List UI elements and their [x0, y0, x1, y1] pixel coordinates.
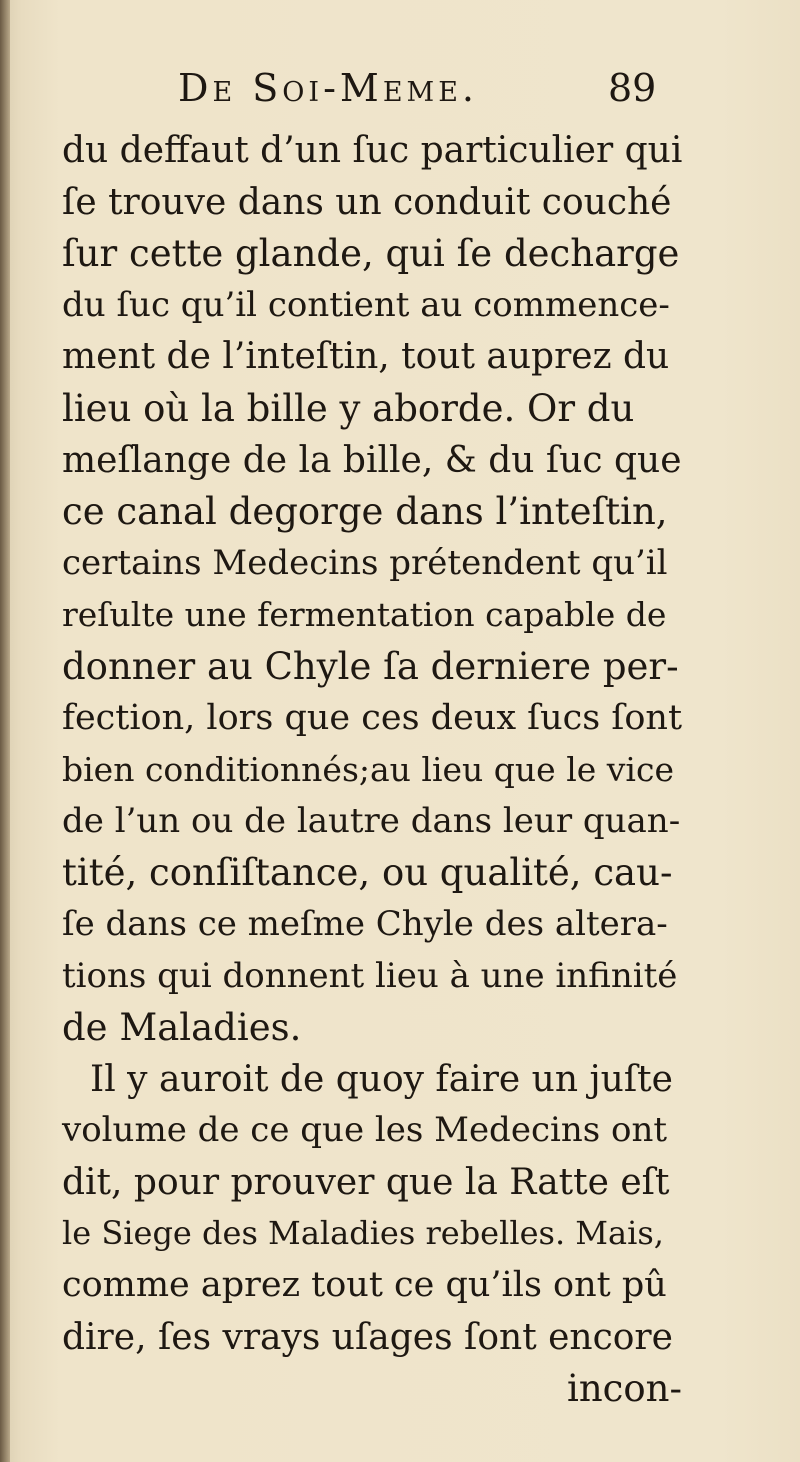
body-text — [62, 125, 682, 1415]
text-line: ſe trouve dans un conduit couché — [62, 181, 672, 223]
text-line: donner au Chyle ſa derniere per- — [62, 644, 679, 688]
page-header — [0, 66, 800, 116]
text-line: ce canal degorge dans l’inteſtin, — [62, 490, 668, 534]
text-line: le Siege des Maladies rebelles. Mais, — [62, 1214, 664, 1253]
text-line: reſulte une fermentation capable de — [62, 595, 667, 635]
text-line: ment de l’inteſtin, tout auprez du — [62, 336, 670, 378]
paragraph-first-line: Il y auroit de quoy faire un juſte — [90, 1058, 673, 1100]
text-line: tions qui donnent lieu à une infinité — [62, 955, 678, 996]
text-line: lieu où la bille y aborde. Or du — [62, 386, 635, 430]
text-line: du deffaut d’un ſuc particulier qui — [62, 130, 683, 171]
text-line: du ſuc qu’il contient au commence- — [62, 284, 670, 325]
text-line: certains Medecins prétendent qu’il — [62, 542, 668, 583]
page-number: 89 — [608, 66, 657, 110]
text-line: comme aprez tout ce qu’ils ont pû — [62, 1265, 667, 1306]
text-line: tité, conſiſtance, ou qualité, cau- — [62, 851, 673, 895]
text-line: ſur cette glande, qui ſe decharge — [62, 232, 680, 276]
text-line: dit, pour prouver que la Ratte eſt — [62, 1161, 670, 1203]
text-line: dire, ſes vrays uſages ſont encore — [62, 1316, 673, 1358]
text-line: meſlange de la bille, & du ſuc que — [62, 439, 682, 481]
binding-gutter — [0, 0, 10, 1462]
text-line: ſe dans ce meſme Chyle des altera- — [62, 903, 668, 944]
text-line: de Maladies. — [62, 1006, 302, 1050]
text-line: de l’un ou de lautre dans leur quan- — [62, 800, 681, 841]
text-line: bien conditionnés;au lieu que le vice — [62, 750, 674, 790]
text-line: volume de ce que les Medecins ont — [62, 1110, 668, 1151]
catchword: incon- — [567, 1367, 682, 1411]
text-line: fection, lors que ces deux ſucs ſont — [62, 697, 683, 738]
running-title: De Soi-Meme. — [178, 66, 478, 110]
